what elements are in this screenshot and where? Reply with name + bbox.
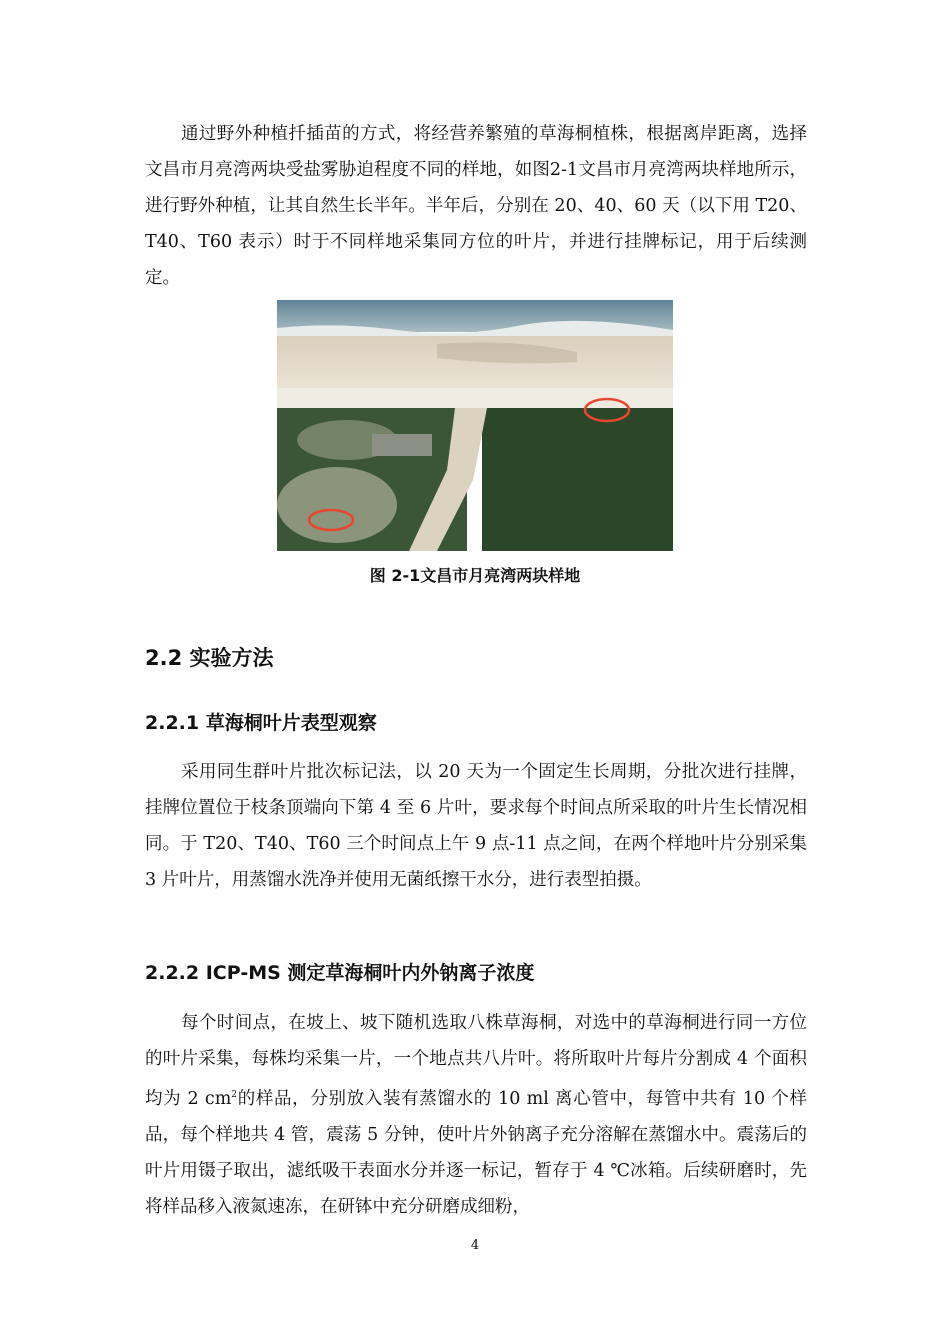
- section-heading-2-2-1: 2.2.1 草海桐叶片表型观察: [145, 712, 377, 734]
- icp-text-part1: 每个时间点，在坡上、坡下随机选取八株草海桐，对选中的草海桐进行同一方位的叶片采集，每株均采集一片，一个地点共八片叶。将所取叶片每片分割成 4 个面积均为 2 cm: [145, 1013, 807, 1109]
- section-heading-2-2: 2.2 实验方法: [145, 646, 274, 670]
- building: [372, 434, 432, 456]
- paragraph-icp-ms: [145, 1005, 807, 1225]
- page-number: 4: [470, 1238, 480, 1253]
- paragraph-phenotype: 采用同生群叶片批次标记法，以 20 天为一个固定生长周期，分批次进行挂牌，挂牌位置位于枝条顶端向下第 4 至 6 片叶，要求每个时间点所采取的叶片生长情况相同。于 T20、T40、T60 三个时间点上午 9 点-11 点之间，在两个样地叶片分别采集 3 片叶片，用蒸馏水洗净并使用无菌纸擦干水分，进行表型拍摄。: [145, 762, 807, 890]
- icp-text-part2: 的样品，分别放入装有蒸馏水的 10 ml 离心管中，每管中共有 10 个样品，每个样地共 4 管，震荡 5 分钟，使叶片外钠离子充分溶解在蒸馏水中。震荡后的叶片用镊子取出，滤纸吸干表面水分并逐一标记，暂存于 4 ℃冰箱。后续研磨时，先将样品移入液氮速冻，在研钵中充分研磨成细粉，: [145, 1088, 807, 1217]
- aerial-beach-photo: [277, 300, 673, 551]
- figure-caption: 图 2-1文昌市月亮湾两块样地: [369, 566, 581, 585]
- forest-right: [482, 408, 673, 551]
- aerial-photo-figure: [277, 300, 673, 551]
- section-heading-2-2-2: 2.2.2 ICP-MS 测定草海桐叶内外钠离子浓度: [145, 962, 535, 984]
- superscript-2: 2: [231, 1090, 238, 1100]
- paragraph-intro: 通过野外种植扦插苗的方式，将经营养繁殖的草海桐植株，根据离岸距离，选择文昌市月亮湾两块受盐雾胁迫程度不同的样地，如图2-1文昌市月亮湾两块样地所示，进行野外种植，让其自然生长半年。半年后，分别在 20、40、60 天（以下用 T20、T40、T60 表示）时于不同样地采集同方位的叶片，并进行挂牌标记，用于后续测定。: [145, 124, 807, 288]
- clearing-left: [277, 467, 397, 543]
